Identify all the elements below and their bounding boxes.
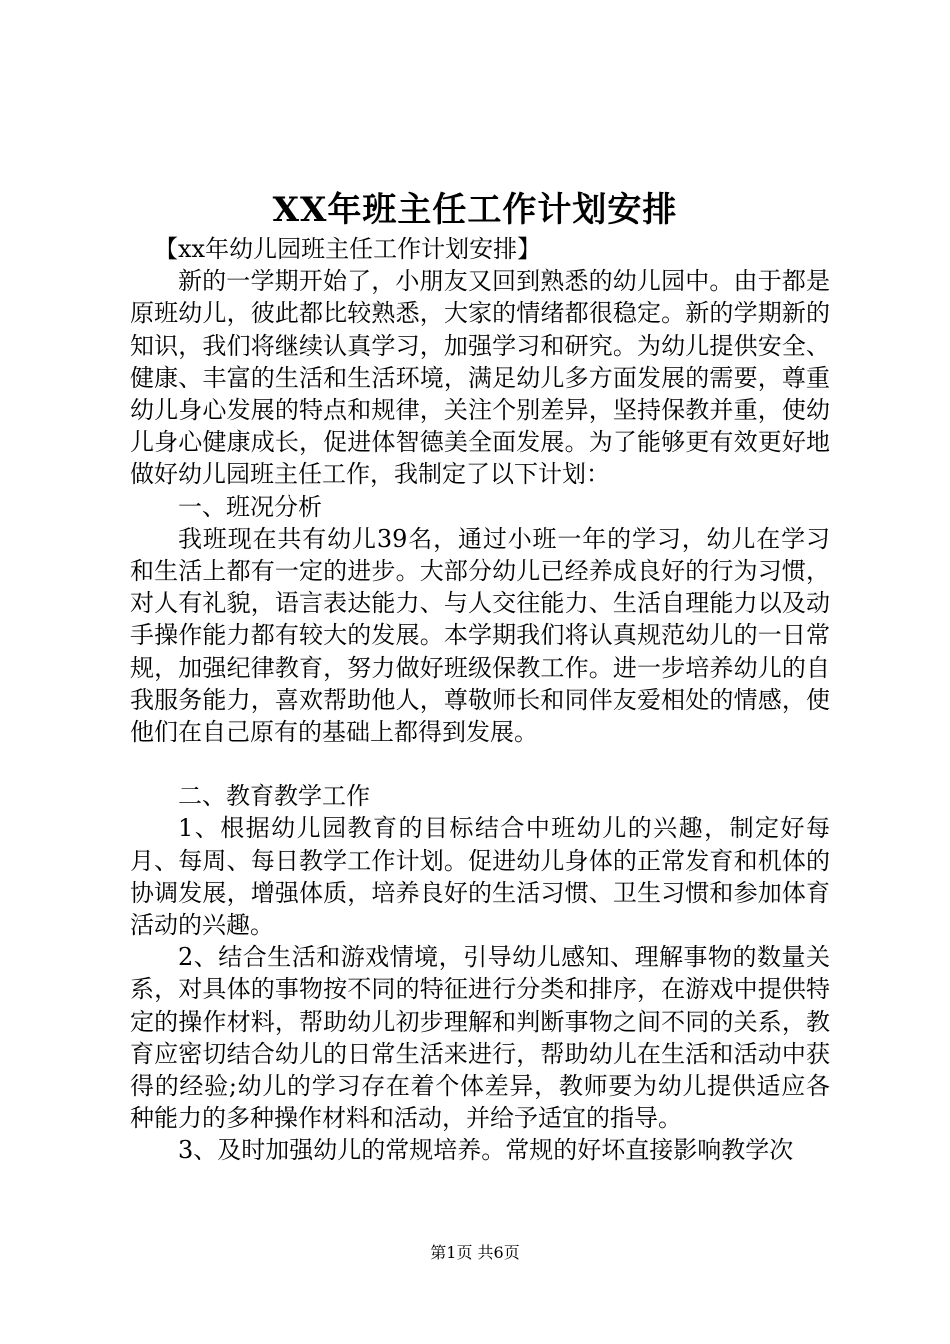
paragraph-teaching-1: 1、根据幼儿园教育的目标结合中班幼儿的兴趣，制定好每月、每周、每日教学工作计划。促进幼儿身体的正常发育和机体的协调发展，增强体质，培养良好的生活习惯、卫生习惯和参加体育活动的兴趣。	[130, 814, 830, 940]
section-heading-class-analysis: 一、班况分析	[178, 492, 322, 521]
document-subtitle: 【xx年幼儿园班主任工作计划安排】	[154, 235, 542, 263]
paragraph-teaching-3: 3、及时加强幼儿的常规培养。常规的好坏直接影响教学次	[178, 1136, 794, 1165]
paragraph-spacer	[130, 748, 830, 780]
page-footer: 第1页 共6页	[430, 1243, 520, 1262]
section-heading-teaching: 二、教育教学工作	[178, 782, 370, 811]
paragraph-class-analysis: 我班现在共有幼儿39名，通过小班一年的学习，幼儿在学习和生活上都有一定的进步。大部分幼儿已经养成良好的行为习惯，对人有礼貌，语言表达能力、与人交往能力、生活自理能力以及动手操作能力都有较大的发展。本学期我们将认真规范幼儿的一日常规，加强纪律教育，努力做好班级保教工作。进一步培养幼儿的自我服务能力，喜欢帮助他人，尊敬师长和同伴友爱相处的情感，使他们在自己原有的基础上都得到发展。	[130, 524, 830, 747]
document-title: XX年班主任工作计划安排	[272, 190, 678, 230]
paragraph-intro: 新的一学期开始了，小朋友又回到熟悉的幼儿园中。由于都是原班幼儿，彼此都比较熟悉，大家的情绪都很稳定。新的学期新的知识，我们将继续认真学习，加强学习和研究。为幼儿提供安全、健康、丰富的生活和生活环境，满足幼儿多方面发展的需要，尊重幼儿身心发展的特点和规律，关注个别差异，坚持保教并重，使幼儿身心健康成长，促进体智德美全面发展。为了能够更有效更好地做好幼儿园班主任工作，我制定了以下计划：	[130, 267, 830, 489]
document-body	[130, 233, 830, 1167]
paragraph-teaching-2: 2、结合生活和游戏情境，引导幼儿感知、理解事物的数量关系，对具体的事物按不同的特征进行分类和排序，在游戏中提供特定的操作材料，帮助幼儿初步理解和判断事物之间不同的关系，教育应密切结合幼儿的日常生活来进行，帮助幼儿在生活和活动中获得的经验;幼儿的学习存在着个体差异，教师要为幼儿提供适应各种能力的多种操作材料和活动，并给予适宜的指导。	[130, 943, 830, 1133]
